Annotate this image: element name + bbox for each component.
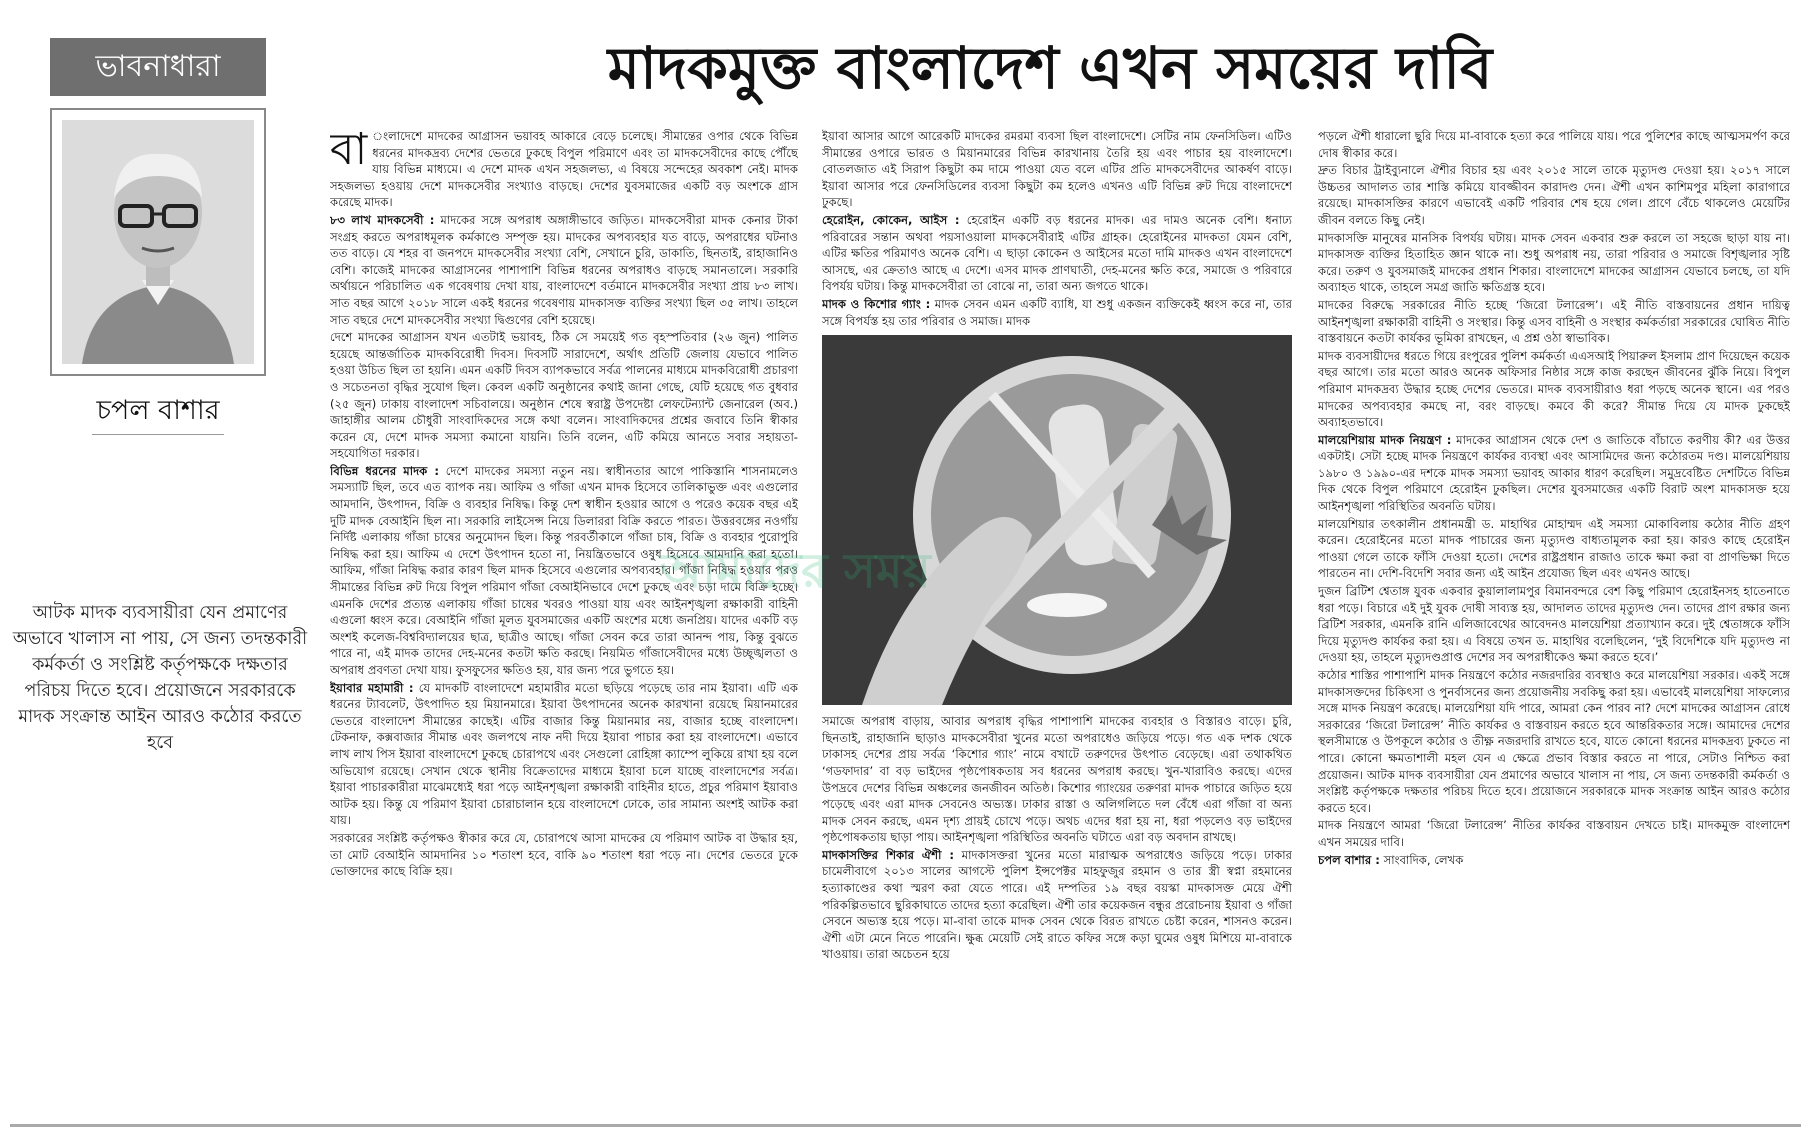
headline: মাদকমুক্ত বাংলাদেশ এখন সময়ের দাবি xyxy=(607,34,1493,102)
paragraph: দুজন ব্রিটিশ শ্বেতাঙ্গ যুবক একবার কুয়ালালামপুর বিমানবন্দরে বেশ কিছু পরিমাণ হেরোইনসহ হাতেনাতে ধরা পড়ে। বিচারে এই দুই যুবক দোষী সাব্যস্ত হয়, আদালত তাদের মৃত্যুদণ্ড দেন। তাদের প্রাণ রক্ষার জন্য ব্রিটিশ সরকার, এমনকি রানি এলিজাবেথের আবেদনও মালয়েশিয়া প্রত্যাখ্যান করে। দুই শ্বেতাঙ্গকে ফাঁসি দিয়ে মৃত্যুদণ্ড কার্যকর করা হয়। এ বিষয়ে তখন ড. মাহাথির বলেছিলেন, ‘দুই বিদেশিকে যদি মৃত্যুদণ্ড না দেওয়া হয়, তাহলে মৃত্যুদণ্ডপ্রাপ্ত দেশের সব অপরাধীকেও ক্ষমা করতে হবে।’ xyxy=(1318,584,1790,665)
subhead: মাদকাসক্তির শিকার ঐশী : xyxy=(822,847,955,862)
author-photo xyxy=(50,108,266,376)
paragraph: যে মাদকটি বাংলাদেশে মহামারীর মতো ছড়িয়ে পড়েছে তার নাম ইয়াবা। এটি এক ধরনের ট্যাবলেট, উৎপাদিত হয় মিয়ানমারে। ইয়াবা উৎপাদনের অনেক কারখানা রয়েছে মিয়ানমারের ভেতরে বাংলাদেশ সীমান্তের কাছেই। এটির বাজার কিন্তু মিয়ানমার নয়, বাজার হচ্ছে বাংলাদেশ। টেকনাফ, কক্সবাজার সীমান্ত এবং জলপথে নাফ নদী দিয়ে ইয়াবা পাচার করা হয় বাংলাদেশে। এভাবে লাখ লাখ পিস ইয়াবা বাংলাদেশে ঢুকছে চোরাপথে এবং সেগুলো রোহিঙ্গা ক্যাম্পে লুকিয়ে রাখা হয় বলে অভিযোগ রয়েছে। সেখান থেকে স্থানীয় বিক্রেতাদের মাধ্যমে ইয়াবা চলে যাচ্ছে বাংলাদেশের সর্বত্র। ইয়াবা পাচারকারীরা মাঝেমধ্যেই ধরা পড়ে আইনশৃঙ্খলা রক্ষাকারী বাহিনীর হাতে, প্রচুর পরিমাণ ইয়াবাও আটক হয়। কিন্তু যে পরিমাণ ইয়াবা চোরাচালান হয়ে বাংলাদেশে ঢোকে, তার সামান্য অংশই আটক করা যায়। xyxy=(330,680,798,828)
paragraph: মাদক ব্যবসায়ীদের ধরতে গিয়ে রংপুরের পুলিশ কর্মকর্তা এএসআই পিয়ারুল ইসলাম প্রাণ দিয়েছেন কয়েক বছর আগে। তার মতো আরও অনেক অফিসার নিষ্ঠার সঙ্গে কাজ করছেন জীবনের ঝুঁকি নিয়ে। বিপুল পরিমাণ মাদকদ্রব্য উদ্ধার হচ্ছে দেশের ভেতরে। মাদক ব্যবসায়ীরাও ধরা পড়ছে অনেক স্থানে। এর পরও মাদকের অপব্যবহার কমছে না, বরং বাড়ছে। কমবে কী করে? সীমান্ত দিয়ে যে মাদক ঢুকছেই অব্যাহতভাবে। xyxy=(1318,348,1790,430)
byline-name: চপল বাশার : xyxy=(1318,852,1380,867)
paragraph: মাদকের সঙ্গে অপরাধ অঙ্গাঙ্গীভাবে জড়িত। মাদকসেবীরা মাদক কেনার টাকা সংগ্রহ করতে অপরাধমূলক কর্মকাণ্ডে সম্পৃক্ত হয়। মাদকের অপব্যবহার যত বাড়ে, অপরাধের ঘটনাও তত বাড়ে। যে শহর বা জনপদে মাদকসেবীর সংখ্যা বেশি, সেখানে চুরি, ডাকাতি, ছিনতাই, রাহাজানিও বেশি। কাজেই মাদকের আগ্রাসনের পাশাপাশি বিভিন্ন ধরনের অপরাধও বাড়ছে সমানতালে। সরকারি অর্থায়নে পরিচালিত এক গবেষণায় দেখা যায়, বাংলাদেশে বর্তমানে মাদকসেবীর সংখ্যা প্রায় ৮৩ লাখ। সাত বছর আগে ২০১৮ সালে একই ধরনের গবেষণায় মাদকাসক্ত ব্যক্তির সংখ্যা ছিল ৩৫ লাখ। তাহলে সাত বছরে দেশে মাদকসেবীর সংখ্যা দ্বিগুণের বেশি হয়েছে। xyxy=(330,212,798,327)
subhead: মালয়েশিয়ায় মাদক নিয়ন্ত্রণ : xyxy=(1318,432,1452,447)
paragraph: দেশে মাদকের আগ্রাসন যখন এতটাই ভয়াবহ, ঠিক সে সময়েই গত বৃহস্পতিবার (২৬ জুন) পালিত হয়েছে আন্তর্জাতিক মাদকবিরোধী দিবস। দিবসটি সারাদেশে, অর্থাৎ প্রতিটি জেলায় যেভাবে পালিত হওয়া উচিত ছিল তা হয়নি। এমন একটি দিবস ব্যাপকভাবে সর্বত্র পালনের মাধ্যমে মাদকবিরোধী প্রচারণা ও সচেতনতা বৃদ্ধির সুযোগ ছিল। কেবল একটি অনুষ্ঠানের কথাই জানা গেছে, যেটি হয়েছে গত বুধবার (২৫ জুন) ঢাকায় বাংলাদেশ সচিবালয়ে। অনুষ্ঠান শেষে স্বরাষ্ট্র উপদেষ্টা লেফটেন্যান্ট জেনারেল (অব.) জাহাঙ্গীর আলম চৌধুরী সাংবাদিকদের সঙ্গে কথা বলেন। সাংবাদিকদের প্রশ্নের জবাবে তিনি স্বীকার করেন যে, দেশে মাদক সমস্যা কমানো যায়নি। তিনি বলেন, এটি কমিয়ে আনতে সবার সহায়তা-সহযোগিতা দরকার। xyxy=(330,330,798,461)
subhead: হেরোইন, কোকেন, আইস : xyxy=(822,212,960,227)
subhead: ৮৩ লাখ মাদকসেবী : xyxy=(330,212,435,227)
paragraph: দ্রুত বিচার ট্রাইব্যুনালে ঐশীর বিচার হয় এবং ২০১৫ সালে তাকে মৃত্যুদণ্ড দেওয়া হয়। ২০১৭ সালে উচ্চতর আদালত তার শাস্তি কমিয়ে যাবজ্জীবন কারাদণ্ড দেন। ঐশী এখন কাশিমপুর মহিলা কারাগারে রয়েছে। মাদকাসক্তির কারণে এভাবেই একটি পরিবার শেষ হয়ে গেল। প্রাণে বেঁচে থাকলেও মেয়েটির জীবন বলতে কিছু নেই। xyxy=(1318,163,1790,227)
paragraph: ইয়াবা আসার আগে আরেকটি মাদকের রমরমা ব্যবসা ছিল বাংলাদেশে। সেটির নাম ফেনসিডিল। এটিও সীমান্তের ওপারে ভারত ও মিয়ানমারের বিভিন্ন কারখানায় তৈরি হয় এবং পাচার হয় বাংলাদেশে। বোতলজাত এই সিরাপ কিছুটা কম দামে পাওয়া যেত বলে এটির প্রতি মাদকসেবীদের আকর্ষণ বাড়ে। ইয়াবা আসার পরে ফেনসিডিলের ব্যবসা কিছুটা কম হলেও এখনও এটি বিভিন্ন রুট দিয়ে বাংলাদেশে ঢুকছে। xyxy=(822,129,1292,210)
bottom-divider xyxy=(10,1124,1801,1127)
author-portrait-icon xyxy=(62,120,254,364)
paragraph: সমাজে অপরাধ বাড়ায়, আবার অপরাধ বৃদ্ধির পাশাপাশি মাদকের ব্যবহার ও বিস্তারও বাড়ে। চুরি, ছিনতাই, রাহাজানি ছাড়াও মাদকসেবীরা খুনের মতো অপরাধেও জড়িয়ে পড়ে। গত এক দশক থেকে ঢাকাসহ দেশের প্রায় সর্বত্র ‘কিশোর গ্যাং’ নামে বখাটে তরুণদের উৎপাত বেড়েছে। এরা তথাকথিত ‘গডফাদার’ বা বড় ভাইদের পৃষ্ঠপোষকতায় সব ধরনের অপরাধ করছে। খুন-খারাবিও করছে। এদের উপদ্রবে দেশের বিভিন্ন অঞ্চলের জনজীবন অতিষ্ঠ। কিশোর গ্যাংয়ের তরুণরা মাদক পাচারে জড়িত হয়ে পড়েছে এবং এরা মাদক সেবনেও অভ্যস্ত। ঢাকার রাস্তা ও অলিগলিতে দল বেঁধে এরা গাঁজা বা অন্য মাদক সেবন করছে, এমন দৃশ্য প্রায়ই চোখে পড়ে। অথচ এদের ধরা হয় না, ধরা পড়লেও বড় ভাইদের পৃষ্ঠপোষকতায় ছাড়া পায়। আইনশৃঙ্খলা পরিস্থিতির অবনতি ঘটাতে এরা বড় অবদান রাখছে। xyxy=(822,714,1292,845)
section-tag: ভাবনাধারা xyxy=(50,38,266,96)
intro-text: ংলাদেশে মাদকের আগ্রাসন ভয়াবহ আকারে বেড়ে চলেছে। সীমান্তের ওপার থেকে বিভিন্ন ধরনের মাদকদ্রব্য দেশের ভেতরে ঢুকছে বিপুল পরিমাণে এবং তা মাদকসেবীদের কাছে পৌঁছে যায় বিভিন্ন মাধ্যমে। এ দেশে মাদক এখন সহজলভ্য, এ বিষয়ে সন্দেহের অবকাশ নেই। মাদক সহজলভ্য হওয়ায় দেশে মাদকসেবীর সংখ্যাও বাড়ছে। দেশের যুবসমাজের একটি বড় অংশকে গ্রাস করেছে মাদক। xyxy=(330,129,798,210)
subhead: ইয়াবার মহামারী : xyxy=(330,680,414,695)
paragraph: সরকারের সংশ্লিষ্ট কর্তৃপক্ষও স্বীকার করে যে, চোরাপথে আসা মাদকের যে পরিমাণ আটক বা উদ্ধার হয়, তা মোট বেআইনি আমদানির ১০ শতাংশ হবে, বাকি ৯০ শতাংশ ধরা পড়ে না। দেশের ভেতরে ঢুকে ভোক্তাদের কাছে বিক্রি হয়। xyxy=(330,830,798,879)
subhead: বিভিন্ন ধরনের মাদক : xyxy=(330,463,439,478)
author-divider xyxy=(92,434,224,435)
column-3 xyxy=(1318,128,1790,1113)
column-2 xyxy=(822,128,1292,1113)
paragraph: মাদকের বিরুদ্ধে সরকারের নীতি হচ্ছে ‘জিরো টলারেন্স’। এই নীতি বাস্তবায়নের প্রধান দায়িত্ব আইনশৃঙ্খলা রক্ষাকারী বাহিনী ও সংস্থার। কিন্তু এসব বাহিনী ও সংস্থার কর্মকর্তারা সরকারের ঘোষিত নীতি বাস্তবায়নে কতটা কার্যকর ভূমিকা রাখছেন, এ প্রশ্ন ওঠা স্বাভাবিক। xyxy=(1318,297,1790,346)
paragraph: মাদকের আগ্রাসন থেকে দেশ ও জাতিকে বাঁচাতে করণীয় কী? এর উত্তর একটাই। সেটা হচ্ছে মাদক নিয়ন্ত্রণে কার্যকর ব্যবস্থা এবং আসামিদের জন্য কঠোরতম দণ্ড। মালয়েশিয়ায় ১৯৮০ ও ১৯৯০-এর দশকে মাদক সমস্যা ভয়াবহ আকার ধারণ করেছিল। সমুদ্রবেষ্টিত দেশটিতে বিভিন্ন দিক থেকে বিপুল পরিমাণে হেরোইন ঢুকছিল। দেশের যুবসমাজের একটি বিরাট অংশ মাদকাসক্ত হয়ে আইনশৃঙ্খলা পরিস্থিতির অবনতি ঘটায়। xyxy=(1318,432,1790,514)
paragraph: মাদকাসক্তরা খুনের মতো মারাত্মক অপরাধেও জড়িয়ে পড়ে। ঢাকার চামেলীবাগে ২০১৩ সালের আগস্টে পুলিশ ইন্সপেক্টর মাহফুজুর রহমান ও তার স্ত্রী স্বপ্না রহমানের হত্যাকাণ্ডের কথা স্মরণ করা যেতে পারে। এই দম্পতির ১৯ বছর বয়স্কা মাদকাসক্ত মেয়ে ঐশী পরিকল্পিতভাবে ছুরিকাঘাতে তাদের হত্যা করেছিল। ঐশী তার কয়েকজন বন্ধুর প্ররোচনায় ইয়াবা ও গাঁজা সেবনে অভ্যস্ত হয়ে পড়ে। মা-বাবা তাকে মাদক সেবন থেকে বিরত রাখতে চেষ্টা করেন, শাসনও করেন। ঐশী এটা মেনে নিতে পারেনি। ক্ষুব্ধ মেয়েটি সেই রাতে কফির সঙ্গে কড়া ঘুমের ওষুধ মিশিয়ে মা-বাবাকে খাওয়ায়। তারা অচেতন হয়ে xyxy=(822,847,1292,962)
paragraph: কঠোর শাস্তির পাশাপাশি মাদক নিয়ন্ত্রণে কঠোর নজরদারির ব্যবস্থাও করে মালয়েশিয়া সরকার। একই সঙ্গে মাদকাসক্তদের চিকিৎসা ও পুনর্বাসনের জন্য প্রয়োজনীয় সবকিছু করা হয়। এভাবেই মালয়েশিয়া সাফল্যের সঙ্গে মাদক নিয়ন্ত্রণ করেছে। মালয়েশিয়া যদি পারে, আমরা কেন পারব না? দেশে মাদকের আগ্রাসন রোধে সরকারের ‘জিরো টলারেন্স’ নীতি কার্যকর ও বাস্তবায়ন করতে হবে আন্তরিকতার সঙ্গে। আমাদের দেশের স্থলসীমান্তে ও উপকূলে কঠোর ও তীক্ষ্ণ নজরদারি রাখতে হবে, যাতে কোনো ধরনের মাদকদ্রব্য ঢুকতে না পারে। কোনো ক্ষমতাশালী মহল যেন এ ক্ষেত্রে প্রভাব বিস্তার করতে না পারে, সেটাও নিশ্চিত করা প্রয়োজন। আটক মাদক ব্যবসায়ীরা যেন প্রমাণের অভাবে খালাস না পায়, সে জন্য তদন্তকারী কর্মকর্তা ও সংশ্লিষ্ট কর্তৃপক্ষকে দক্ষতার পরিচয় দিতে হবে। প্রয়োজনে সরকারকে মাদক সংক্রান্ত আইন আরও কঠোর করতে হবে। xyxy=(1318,668,1790,815)
paragraph: মাদক নিয়ন্ত্রণে আমরা ‘জিরো টলারেন্স’ নীতির কার্যকর বাস্তবায়ন দেখতে চাই। মাদকমুক্ত বাংলাদেশ এখন সময়ের দাবি। xyxy=(1318,818,1790,849)
publisher-watermark: আমাদের সময় xyxy=(660,543,931,599)
column-1 xyxy=(330,128,798,1113)
paragraph: মাদকাসক্তি মানুষের মানসিক বিপর্যয় ঘটায়। মাদক সেবন একবার শুরু করলে তা সহজে ছাড়া যায় না। মাদকাসক্ত ব্যক্তির হিতাহিত জ্ঞান থাকে না। শুধু অপরাধ নয়, তারা পরিবার ও সমাজে বিশৃঙ্খলার সৃষ্টি করে। তরুণ ও যুবসমাজই মাদকের প্রধান শিকার। বাংলাদেশে মাদকের আগ্রাসন যেভাবে চলছে, তা যদি অব্যাহত থাকে, তাহলে সমগ্র জাতি ক্ষতিগ্রস্ত হবে। xyxy=(1318,230,1790,295)
paragraph: পড়লে ঐশী ধারালো ছুরি দিয়ে মা-বাবাকে হত্যা করে পালিয়ে যায়। পরে পুলিশের কাছে আত্মসমর্পণ করে দোষ স্বীকার করে। xyxy=(1318,129,1790,160)
byline-role: সাংবাদিক, লেখক xyxy=(1383,852,1464,867)
drop-cap: বা xyxy=(330,128,368,175)
no-drugs-icon xyxy=(822,335,1292,705)
author-name: চপল বাশার xyxy=(96,395,220,426)
paragraph: মাদক সেবন এমন একটি ব্যাধি, যা শুধু একজন ব্যক্তিকেই ধ্বংস করে না, তার সঙ্গে বিপর্যস্ত হয় তার পরিবার ও সমাজ। মাদক xyxy=(822,296,1292,328)
subhead: মাদক ও কিশোর গ্যাং : xyxy=(822,296,931,311)
paragraph: দেশে মাদকের সমস্যা নতুন নয়। স্বাধীনতার আগে পাকিস্তানি শাসনামলেও সমস্যাটি ছিল, তবে এত ব্যাপক নয়। আফিম ও গাঁজা এখন মাদক হিসেবে তালিকাভুক্ত এবং এগুলোর আমদানি, উৎপাদন, বিক্রি ও ব্যবহার নিষিদ্ধ। কিন্তু দেশ স্বাধীন হওয়ার আগে ও পরেও কয়েক বছর এই দুটি মাদক বেআইনি ছিল না। সরকারি লাইসেন্স নিয়ে ডিলাররা বিক্রি করতে পারত। উত্তরবঙ্গের নওগাঁয় নির্দিষ্ট এলাকায় গাঁজা চাষের অনুমোদন ছিল। কিন্তু পরবর্তীকালে গাঁজা চাষ, বিক্রি ও ব্যবহার পুরোপুরি নিষিদ্ধ করা হয়। আফিম এ দেশে উৎপাদন হতো না, নিয়ন্ত্রিতভাবে ওষুধ হিসেবে আমদানি করা হতো। আফিম, গাঁজা নিষিদ্ধ করার কারণ ছিল মাদক হিসেবে এগুলোর অপব্যবহার। গাঁজা নিষিদ্ধ হওয়ার পরও সীমান্তের বিভিন্ন রুট দিয়ে বিপুল পরিমাণ গাঁজা বেআইনিভাবে দেশে ঢুকছে এবং চড়া দামে বিক্রি হচ্ছে। এমনকি দেশের প্রত্যন্ত এলাকায় গাঁজা চাষের খবরও পাওয়া যায় এবং আইনশৃঙ্খলা রক্ষাকারী বাহিনী এগুলো ধ্বংস করে। বেআইনি গাঁজা মূলত যুবসমাজের একটি অংশের মধ্যে জনপ্রিয়। যাদের একটি বড় অংশই কলেজ-বিশ্ববিদ্যালয়ের ছাত্র, ছাত্রীও আছে। গাঁজা সেবন করে তারা আনন্দ পায়, কিন্তু বুঝতে পারে না, এই মাদক তাদের দেহ-মনের কতটা ক্ষতি করছে। নিয়মিত গাঁজাসেবীদের মধ্যে উচ্ছৃঙ্খলতা ও অপরাধ প্রবণতা দেখা যায়। ফুসফুসের ক্ষতিও হয়, যার জন্য পরে ভুগতে হয়। xyxy=(330,463,798,677)
paragraph: মালয়েশিয়ার তৎকালীন প্রধানমন্ত্রী ড. মাহাথির মোহাম্মদ এই সমস্যা মোকাবিলায় কঠোর নীতি গ্রহণ করেন। হেরোইনের মতো মাদক পাচারের জন্য মৃত্যুদণ্ড বাধ্যতামূলক করা হয়। কারও কাছে হেরোইন পাওয়া গেলে তাকে ফাঁসি দেওয়া হতো। দেশের রাষ্ট্রপ্রধান রাজাও তাকে ক্ষমা করা বা প্রাণভিক্ষা দিতে পারতেন না। দেশি-বিদেশি সবার জন্য এই আইন প্রযোজ্য ছিল এবং এখনও আছে। xyxy=(1318,516,1790,581)
paragraph: হেরোইন একটি বড় ধরনের মাদক। এর দামও অনেক বেশি। ধনাঢ্য পরিবারের সন্তান অথবা পয়সাওয়ালা মাদকসেবীরাই এটির গ্রাহক। হেরোইনের মাদকতা যেমন বেশি, এটির ক্ষতির পরিমাণও অনেক বেশি। এ ছাড়া কোকেন ও আইসের মতো দামি মাদকও এখন বাংলাদেশে আসছে, এর ক্রেতাও আছে এ দেশে। এসব মাদক প্রাণঘাতী, দেহ-মনের ক্ষতি করে, সমাজে ও পরিবারে বিপর্যয় ঘটায়। কিন্তু মাদকসেবীরা তা বোঝে না, তারা অন্য জগতে থাকে। xyxy=(822,212,1292,294)
pull-quote: আটক মাদক ব্যবসায়ীরা যেন প্রমাণের অভাবে খালাস না পায়, সে জন্য তদন্তকারী কর্মকর্তা ও সংশ্লিষ্ট কর্তৃপক্ষকে দক্ষতার পরিচয় দিতে হবে। প্রয়োজনে সরকারকে মাদক সংক্রান্ত আইন আরও কঠোর করতে হবে xyxy=(12,603,308,753)
anti-drug-illustration xyxy=(822,335,1292,705)
